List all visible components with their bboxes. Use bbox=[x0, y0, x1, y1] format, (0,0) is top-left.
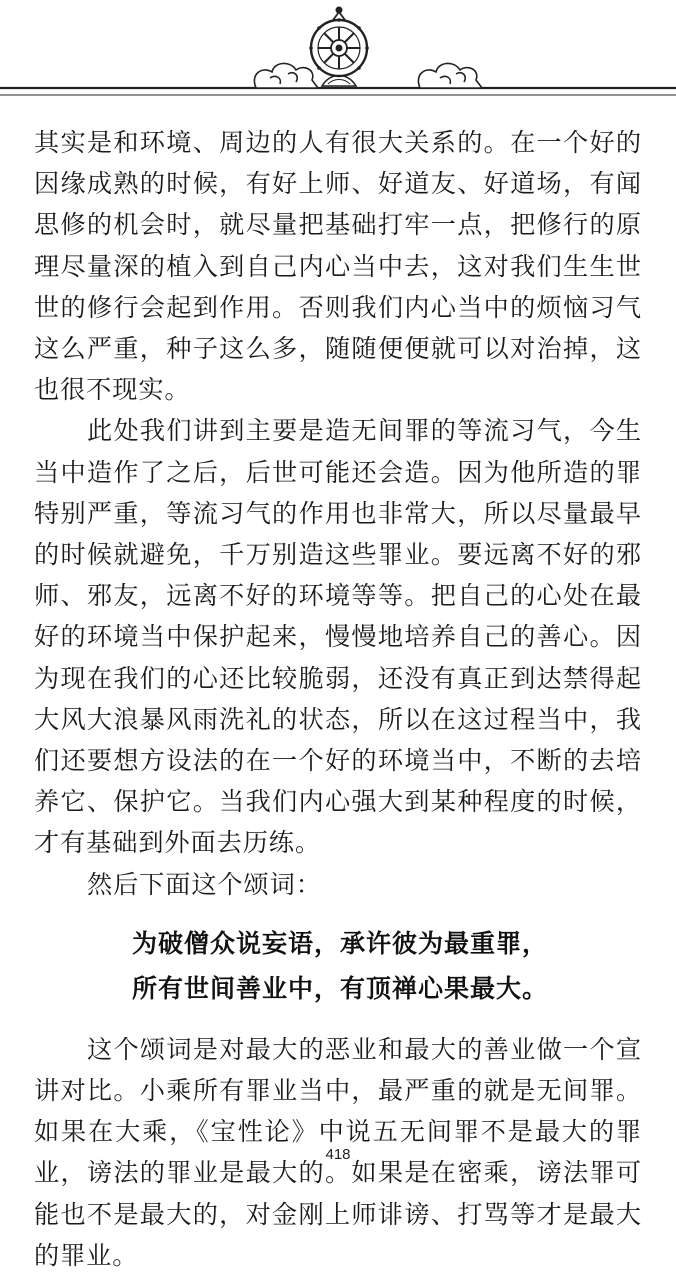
header-ornament bbox=[0, 0, 676, 110]
dharma-wheel-icon bbox=[309, 7, 369, 86]
page-body bbox=[34, 122, 642, 1276]
paragraph-continued: 其实是和环境、周边的人有很大关系的。在一个好的因缘成熟的时候，有好上师、好道友、好道场，有闻思修的机会时，就尽量把基础打牢一点，把修行的原理尽量深的植入到自己内心当中去，这对我们生生世世的修行会起到作用。否则我们内心当中的烦恼习气这么严重，种子这么多，随随便便就可以对治掉，这也很不现实。 bbox=[34, 128, 642, 405]
verse-line: 所有世间善业中，有顶禅心果最大。 bbox=[132, 973, 549, 1003]
verse-intro: 然后下面这个颂词： bbox=[87, 869, 322, 899]
right-cloud-ornament bbox=[418, 63, 482, 88]
verse-block bbox=[34, 921, 642, 1011]
verse-line: 为破僧众说妄语，承许彼为最重罪， bbox=[132, 928, 549, 958]
page-number: 418 bbox=[325, 1146, 351, 1163]
paragraph: 这个颂词是对最大的恶业和最大的善业做一个宣讲对比。小乘所有罪业当中，最严重的就是无间罪。如果在大乘，《宝性论》中说五无间罪不是最大的罪业，谤法的罪业是最大的。如果是在密乘，谤法罪可能也不是最大的，对金刚上师诽谤、打骂等才是最大的罪业。 bbox=[34, 1034, 642, 1270]
paragraph: 此处我们讲到主要是造无间罪的等流习气，今生当中造作了之后，后世可能还会造。因为他所造的罪特别严重，等流习气的作用也非常大，所以尽量最早的时候就避免，千万别造这些罪业。要远离不好的邪师、邪友，远离不好的环境等等。把自己的心处在最好的环境当中保护起来，慢慢地培养自己的善心。因为现在我们的心还比较脆弱，还没有真正到达禁得起大风大浪暴风雨洗礼的状态，所以在这过程当中，我们还要想方设法的在一个好的环境当中，不断的去培养它、保护它。当我们内心强大到某种程度的时候，才有基础到外面去历练。 bbox=[34, 416, 642, 858]
left-cloud-ornament bbox=[254, 63, 318, 88]
